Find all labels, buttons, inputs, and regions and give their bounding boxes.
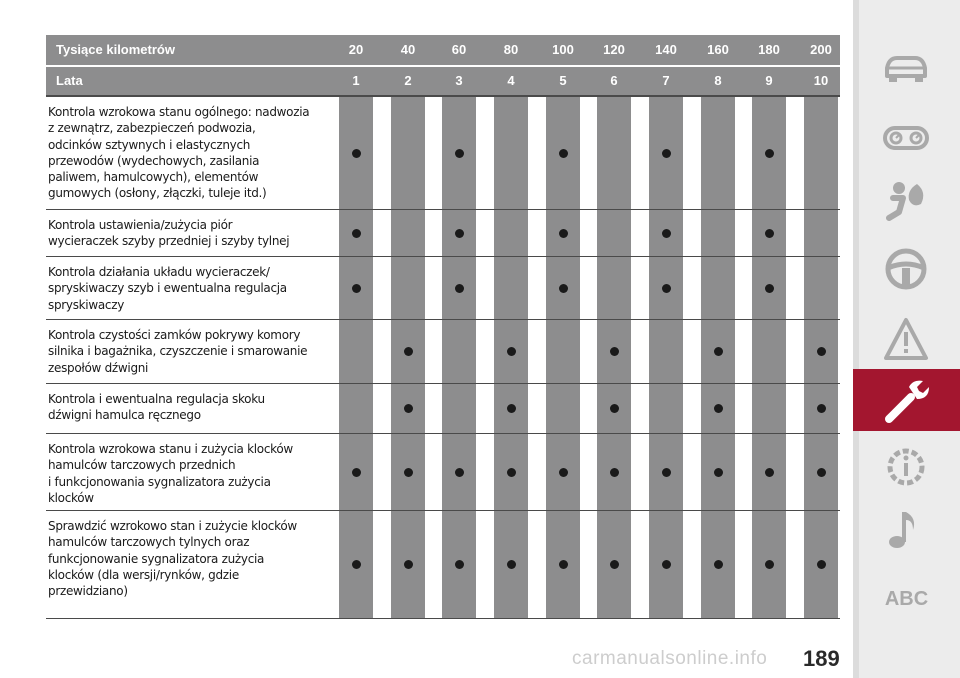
check-dot [559,149,568,158]
task-description [48,104,333,202]
check-dot [765,229,774,238]
check-dot [610,560,619,569]
check-dot [507,468,516,477]
interval-cell [391,97,425,209]
check-dot [352,468,361,477]
interval-cell [701,97,735,209]
km-header-row [46,35,840,65]
km-header-value-20: 20 [348,42,364,57]
years-header-value-5: 5 [559,73,567,88]
task-description-line: Kontrola ustawienia/zużycia piór [48,218,233,232]
page-number: 189 [803,646,840,671]
steering-wheel-icon [883,246,929,292]
task-description-line: z zewnątrz, zabezpieczeń podwozia, [48,121,256,136]
info-gear-icon [883,444,929,490]
interval-cell [701,257,735,319]
task-description-line: przewidziano) [48,584,128,599]
check-dot [559,468,568,477]
check-dot [610,468,619,477]
check-dot [765,560,774,569]
km-header-value-100: 100 [552,42,574,57]
table-row [46,511,840,619]
check-dot [610,404,619,413]
interval-cell [649,384,683,433]
km-header-label: Tysiące kilometrów [56,42,175,57]
sidebar-item-safety[interactable] [853,170,960,232]
check-dot [662,284,671,293]
interval-cell [391,257,425,319]
task-description-line: klocków [48,490,94,505]
check-dot [662,468,671,477]
check-dot [455,560,464,569]
wrench-icon [883,377,929,425]
interval-cell [339,320,373,383]
km-header-value-160: 160 [707,42,729,57]
car-icon [883,46,929,90]
km-header-value-200: 200 [810,42,832,57]
sidebar-item-technical-data[interactable] [853,436,960,498]
km-header-value-140: 140 [655,42,677,57]
years-header-row [46,65,840,97]
task-description-line: przewodów (wydechowych, zasilania [48,153,260,168]
task-description-line: hamulców tarczowych przednich [48,458,236,473]
check-dot [714,347,723,356]
task-description-line: dźwigni hamulca ręcznego [48,408,201,423]
sidebar-item-dashboard[interactable] [853,106,960,168]
check-dot [662,560,671,569]
interval-cell [494,257,528,319]
task-description-line: gumowych (osłony, złączki, tuleje itd.) [48,186,267,201]
interval-cell [804,257,838,319]
check-dot [507,404,516,413]
years-header-value-9: 9 [765,73,773,88]
task-description-line: Kontrola wzrokowa stanu i zużycia klocków [48,442,293,456]
interval-cell [597,97,631,209]
maintenance-table [46,35,840,619]
interval-cell [442,320,476,383]
task-description-line: i funkcjonowania sygnalizatora zużycia [48,474,271,489]
check-dot [404,560,413,569]
task-description-line: Kontrola wzrokowa stanu ogólnego: nadwozia [48,105,310,119]
task-description-line: odcinków sztywnych i elastycznych [48,137,251,152]
check-dot [507,560,516,569]
years-header-value-2: 2 [404,73,412,88]
task-description-line: zespołów dźwigni [48,360,149,375]
years-header-value-6: 6 [610,73,618,88]
check-dot [817,560,826,569]
interval-cell [804,210,838,256]
sidebar-item-index[interactable]: ABC [884,588,929,610]
check-dot [765,149,774,158]
interval-cell [649,320,683,383]
task-description-line: Kontrola i ewentualna regulacja skoku [48,392,265,406]
sidebar-item-car[interactable] [853,38,960,100]
airbag-passenger-icon [883,178,929,226]
km-header-value-40: 40 [400,42,416,57]
km-header-value-60: 60 [451,42,467,57]
check-dot [817,404,826,413]
table-body [46,97,840,619]
table-row [46,210,840,257]
task-description-line: funkcjonowanie sygnalizatora zużycia [48,551,265,566]
task-description [48,327,333,376]
check-dot [455,149,464,158]
watermark: carmanualsonline.info [572,648,768,669]
interval-cell [391,210,425,256]
interval-cell [701,210,735,256]
check-dot [455,468,464,477]
check-dot [352,560,361,569]
check-dot [352,284,361,293]
years-header-value-1: 1 [352,73,360,88]
interval-cell [339,384,373,433]
interval-cell [546,384,580,433]
sidebar-item-driving[interactable] [853,238,960,300]
years-header-value-4: 4 [507,73,515,88]
chapter-sidebar [853,0,960,678]
music-note-icon [883,506,929,552]
check-dot [765,468,774,477]
table-row [46,384,840,434]
check-dot [817,347,826,356]
task-description-line: Kontrola działania układu wycieraczek/ [48,265,270,279]
check-dot [507,347,516,356]
check-dot [559,284,568,293]
sidebar-item-emergency[interactable] [853,308,960,370]
interval-cell [804,97,838,209]
task-description [48,391,333,424]
check-dot [352,149,361,158]
check-dot [559,560,568,569]
check-dot [404,468,413,477]
years-header-value-7: 7 [662,73,670,88]
check-dot [455,284,464,293]
interval-cell [597,210,631,256]
task-description-line: Sprawdzić wzrokowo stan i zużycie klocków [48,519,297,533]
task-description [48,441,333,506]
check-dot [455,229,464,238]
task-description [48,264,333,313]
check-dot [404,404,413,413]
years-header-label: Lata [56,73,83,88]
task-description [48,518,333,599]
task-description-line: spryskiwaczy szyb i ewentualna regulacja [48,281,287,296]
table-row [46,434,840,511]
check-dot [714,468,723,477]
task-description-line: klocków (dla wersji/rynków, gdzie [48,567,239,582]
table-row [46,97,840,210]
check-dot [714,404,723,413]
check-dot [662,229,671,238]
check-dot [559,229,568,238]
task-description-line: Kontrola czystości zamków pokrywy komory [48,328,301,342]
task-description [48,217,333,250]
years-header-value-8: 8 [714,73,722,88]
interval-cell [442,384,476,433]
table-row [46,320,840,384]
check-dot [404,347,413,356]
task-description-line: hamulców tarczowych tylnych oraz [48,535,250,550]
interval-cell [752,320,786,383]
check-dot [765,284,774,293]
sidebar-item-multimedia[interactable] [853,498,960,560]
interval-cell [494,210,528,256]
interval-cell [494,97,528,209]
check-dot [662,149,671,158]
check-dot [610,347,619,356]
km-header-value-180: 180 [758,42,780,57]
check-dot [352,229,361,238]
warning-triangle-icon [883,316,929,362]
task-description-line: spryskiwaczy [48,297,125,312]
check-dot [817,468,826,477]
task-description-line: silnika i bagażnika, czyszczenie i smarowanie [48,344,308,359]
interval-cell [752,384,786,433]
km-header-value-80: 80 [503,42,519,57]
years-header-value-3: 3 [455,73,463,88]
interval-cell [597,257,631,319]
task-description-line: paliwem, hamulcowych), elementów [48,170,259,185]
interval-cell [546,320,580,383]
years-header-value-10: 10 [813,73,829,88]
dashboard-gauges-icon [883,114,929,158]
sidebar-item-maintenance[interactable] [853,369,960,431]
task-description-line: wycieraczek szyby przedniej i szyby tylnej [48,234,290,249]
km-header-value-120: 120 [603,42,625,57]
table-row [46,257,840,320]
check-dot [714,560,723,569]
